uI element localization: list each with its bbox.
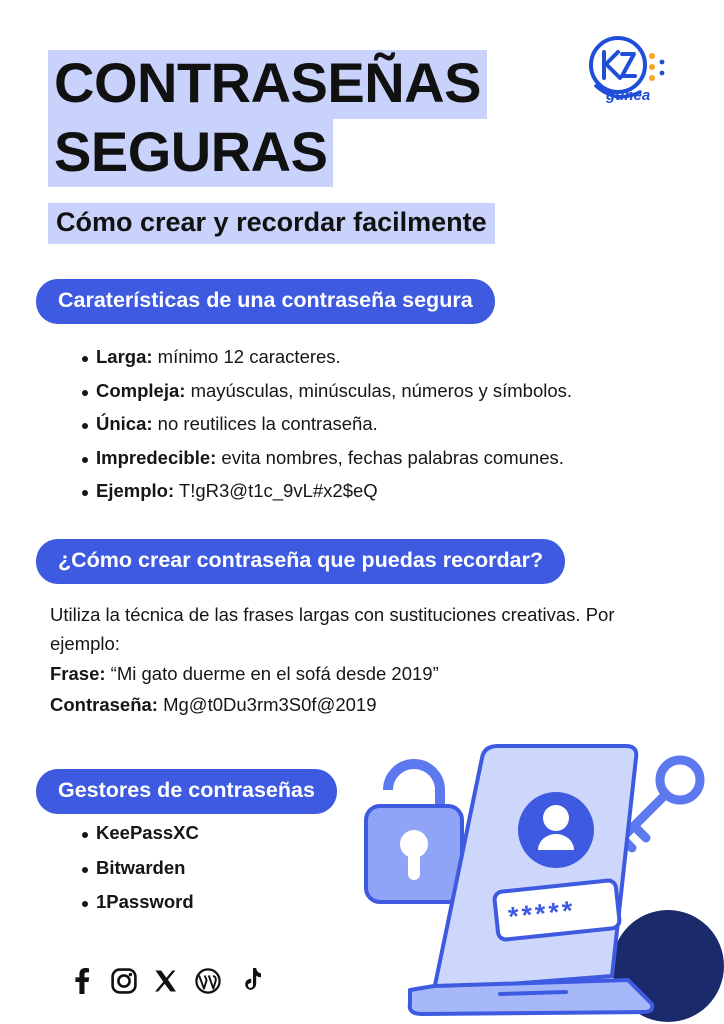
tiktok-icon[interactable] <box>236 966 263 996</box>
list-item-label: Impredecible: <box>96 446 217 468</box>
create-paragraph <box>50 601 650 722</box>
title-line-1: CONTRASEÑAS <box>48 50 487 119</box>
create-phrase-value: “Mi gato duerme en el sofá desde 2019” <box>105 663 439 685</box>
create-intro: Utiliza la técnica de las frases largas con sustituciones creativas. Por ejemplo: <box>50 604 615 654</box>
page-title <box>48 50 568 187</box>
x-twitter-icon[interactable] <box>152 966 179 996</box>
list-item-text: T!gR3@t1c_9vL#x2$eQ <box>174 480 378 501</box>
list-item-text: mayúsculas, minúsculas, números y símbolos. <box>185 379 573 401</box>
list-item <box>82 348 676 367</box>
list-item-label: Ejemplo: <box>96 480 175 501</box>
instagram-icon[interactable] <box>110 966 137 996</box>
title-line-2: SEGURAS <box>48 119 333 188</box>
create-password-label: Contraseña: <box>50 694 158 716</box>
wordpress-icon[interactable] <box>194 966 221 996</box>
svg-text:gunea: gunea <box>606 87 651 104</box>
social-links[interactable] <box>68 966 263 996</box>
list-item-label: Larga: <box>96 346 153 367</box>
laptop-padlock-key-illustration <box>350 718 724 1024</box>
features-list <box>56 348 676 516</box>
list-item <box>82 446 676 468</box>
list-item <box>82 482 676 501</box>
list-item <box>82 379 676 401</box>
create-password-value: Mg@t0Du3rm3S0f@2019 <box>157 694 377 716</box>
list-item-text: evita nombres, fechas palabras comunes. <box>216 446 564 468</box>
list-item: 1Password <box>82 893 376 912</box>
list-item: KeePassXC <box>82 824 376 843</box>
list-item-text: mínimo 12 caracteres. <box>152 346 341 367</box>
create-password <box>50 691 650 720</box>
section-heading-create: ¿Cómo crear contraseña que puedas recordar? <box>36 539 565 584</box>
kzgunea-logo <box>576 34 686 114</box>
create-phrase <box>50 660 650 689</box>
list-item-text: no reutilices la contraseña. <box>152 413 378 434</box>
list-item-label: Única: <box>96 413 153 434</box>
managers-list <box>56 824 376 928</box>
create-phrase-label: Frase: <box>50 663 106 685</box>
page-subtitle: Cómo crear y recordar facilmente <box>48 203 495 244</box>
section-heading-managers: Gestores de contraseñas <box>36 769 337 814</box>
section-heading-features: Caraterísticas de una contraseña segura <box>36 279 495 324</box>
svg-text:*****: ***** <box>506 895 578 933</box>
facebook-icon[interactable] <box>68 966 95 996</box>
list-item <box>82 415 676 434</box>
list-item: Bitwarden <box>82 859 376 878</box>
list-item-label: Compleja: <box>96 379 186 401</box>
